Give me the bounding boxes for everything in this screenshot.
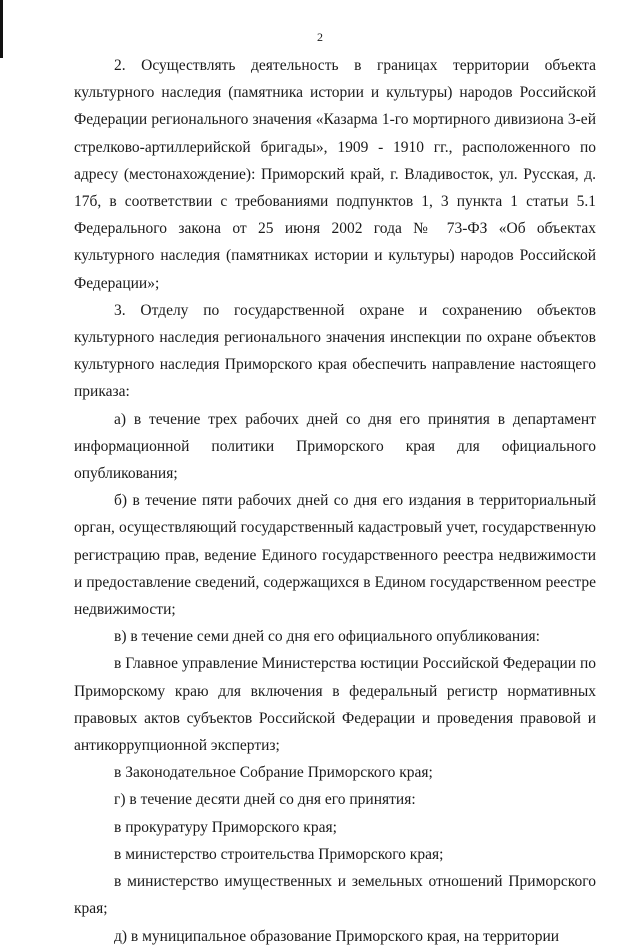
paragraph-subitem-g: г) в течение десяти дней со дня его принятия: [114, 791, 416, 809]
paragraph-legislative-assembly: в Законодательное Собрание Приморского края; [114, 764, 433, 782]
paragraph-subitem-d: д) в муниципальное образование Приморского края, на территории [114, 927, 560, 945]
page-number: 2 [317, 30, 323, 44]
paragraph-subitem-v: в) в течение семи дней со дня его официального опубликования: [114, 628, 540, 646]
paragraph-construction-ministry: в министерство строительства Приморского края; [114, 845, 444, 863]
paragraph-item-3: 3. Отделу по государственной охране и сохранению объектов культурного наследия регионального значения инспекции по охране объектов культурного наследия Приморского края обеспечить направление настоящего приказа: [74, 301, 596, 401]
document-body [74, 52, 596, 950]
paragraph-prosecutor-office: в прокуратуру Приморского края; [114, 818, 337, 836]
paragraph-property-ministry: в министерство имущественных и земельных отношений Приморского края; [74, 873, 596, 918]
scan-edge-line [0, 0, 3, 58]
paragraph-item-2: 2. Осуществлять деятельность в границах территории объекта культурного наследия (памятника истории и культуры) народов Российской Федерации регионального значения «Казарма 1-го мортирного дивизиона 3-ей стрелково-артиллерийской бригады», 1909 - 1910 гг., расположенного по адресу (местонахождение): Приморский край, г. Владивосток, ул. Русская, д. 17б, в соответствии с требованиями подпунктов 1, 3 пункта 1 статьи 5.1 Федерального закона от 25 июня 2002 года № 73-ФЗ «Об объектах культурного наследия (памятниках истории и культуры) народов Российской Федерации»; [74, 57, 596, 292]
paragraph-subitem-b: б) в течение пяти рабочих дней со дня его издания в территориальный орган, осуществляющий государственный кадастровый учет, государственную регистрацию прав, ведение Единого государственного реестра недвижимости и предоставление сведений, содержащихся в Едином государственном реестре недвижимости; [74, 492, 596, 619]
paragraph-subitem-a: а) в течение трех рабочих дней со дня его принятия в департамент информационной политики Приморского края для официального опубликования; [74, 410, 596, 483]
paragraph-justice-ministry: в Главное управление Министерства юстиции Российской Федерации по Приморскому краю для включения в федеральный регистр нормативных правовых актов субъектов Российской Федерации и проведения правовой и антикоррупционной экспертиз; [74, 655, 596, 755]
